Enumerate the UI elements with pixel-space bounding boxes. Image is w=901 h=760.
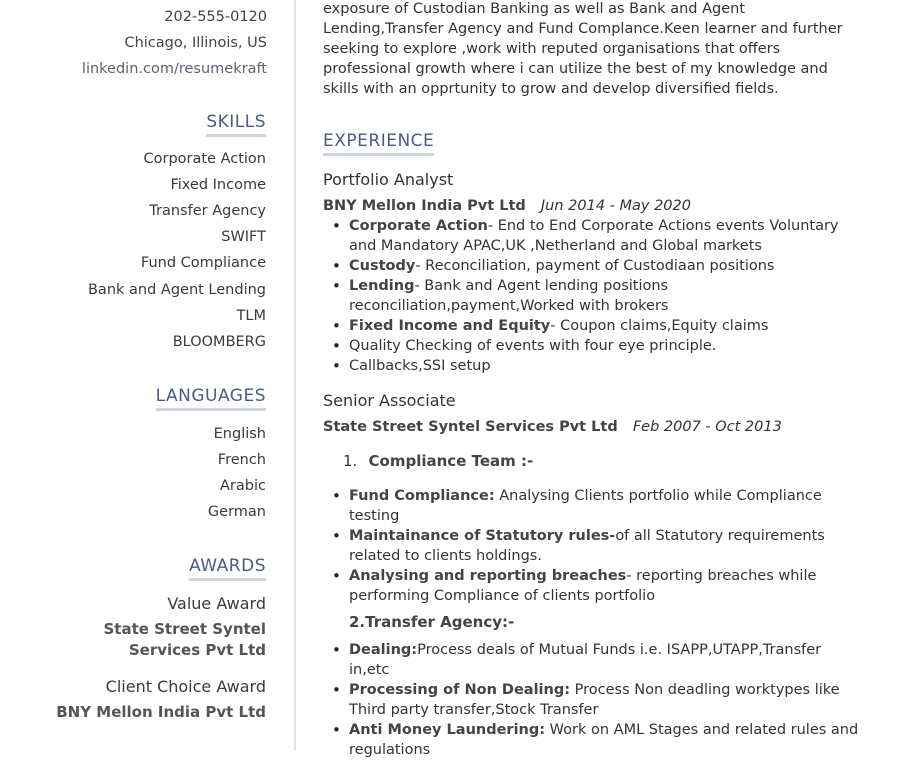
skill-item: Bank and Agent Lending <box>87 282 266 298</box>
awards-heading: AWARDS <box>189 556 266 581</box>
list-item: • Custody- Reconciliation, payment of Custodiaan positions <box>323 256 863 276</box>
team-heading: 2.Transfer Agency:- <box>349 613 515 631</box>
contact-phone: 202-555-0120 <box>164 9 267 25</box>
list-item: • Corporate Action- End to End Corporate Actions events Voluntary and Mandatory APAC,UK ,Netherland and Global markets <box>323 216 863 256</box>
team-heading: 1. Compliance Team :- <box>343 452 534 470</box>
skill-item: Fund Compliance <box>140 255 266 271</box>
award-organization: BNY Mellon India Pvt Ltd <box>56 703 266 721</box>
list-item: • Analysing and reporting breaches- reporting breaches while performing Compliance of clients portfolio <box>323 566 863 606</box>
list-item: • Processing of Non Dealing: Process Non deadling worktypes like Third party transfer,Stock Transfer <box>323 680 863 720</box>
skill-item: TLM <box>236 308 266 324</box>
job-bullet-list <box>323 640 863 760</box>
list-item: • Dealing:Process deals of Mutual Funds i.e. ISAPP,UTAPP,Transfer in,etc <box>323 640 863 680</box>
contact-linkedin[interactable]: linkedin.com/resumekraft <box>81 61 267 77</box>
skills-heading: SKILLS <box>206 112 266 137</box>
job-company: BNY Mellon India Pvt Ltd <box>323 198 526 214</box>
award-organization: State Street Syntel <box>103 620 266 638</box>
contact-location: Chicago, Illinois, US <box>124 35 267 51</box>
list-item: • Anti Money Laundering: Work on AML Stages and related rules and regulations <box>323 720 863 760</box>
language-item: Arabic <box>220 478 266 494</box>
list-item: • Quality Checking of events with four eye principle. <box>323 336 863 356</box>
language-item: German <box>207 504 266 520</box>
award-title: Client Choice Award <box>105 677 266 696</box>
column-divider <box>294 0 296 750</box>
job-company-line <box>323 416 782 435</box>
job-dates: Jun 2014 - May 2020 <box>540 198 691 214</box>
list-item: • Fixed Income and Equity- Coupon claims,Equity claims <box>323 316 863 336</box>
profile-summary: exposure of Custodian Banking as well as Bank and Agent Lending,Transfer Agency and Fund Complance.Keen learner and further seeking to explore ,work with reputed organisations that offers professional growth where i can utilize the best of my knowledge and skills with an opprtunity to grow and develop diversified fields. <box>323 1 843 97</box>
language-item: English <box>213 426 266 442</box>
job-company: State Street Syntel Services Pvt Ltd <box>323 419 618 435</box>
job-bullet-list <box>323 216 863 376</box>
job-company-line <box>323 195 691 214</box>
list-item: • Callbacks,SSI setup <box>323 356 863 376</box>
skill-item: BLOOMBERG <box>172 334 266 350</box>
award-title: Value Award <box>167 594 266 613</box>
skill-item: SWIFT <box>221 229 266 245</box>
list-item: • Lending- Bank and Agent lending positions reconciliation,payment,Worked with brokers <box>323 276 863 316</box>
job-bullet-list <box>323 486 863 606</box>
list-item: • Maintainance of Statutory rules-of all Statutory requirements related to clients holdings. <box>323 526 863 566</box>
languages-heading: LANGUAGES <box>156 386 266 411</box>
job-title: Senior Associate <box>323 391 456 410</box>
skill-item: Transfer Agency <box>149 203 266 219</box>
job-title: Portfolio Analyst <box>323 170 454 189</box>
skill-item: Corporate Action <box>143 151 266 167</box>
list-item: • Fund Compliance: Analysing Clients portfolio while Compliance testing <box>323 486 863 526</box>
skill-item: Fixed Income <box>170 177 266 193</box>
job-dates: Feb 2007 - Oct 2013 <box>632 419 782 435</box>
language-item: French <box>217 452 266 468</box>
experience-heading: EXPERIENCE <box>323 131 434 156</box>
award-organization: Services Pvt Ltd <box>128 641 266 659</box>
